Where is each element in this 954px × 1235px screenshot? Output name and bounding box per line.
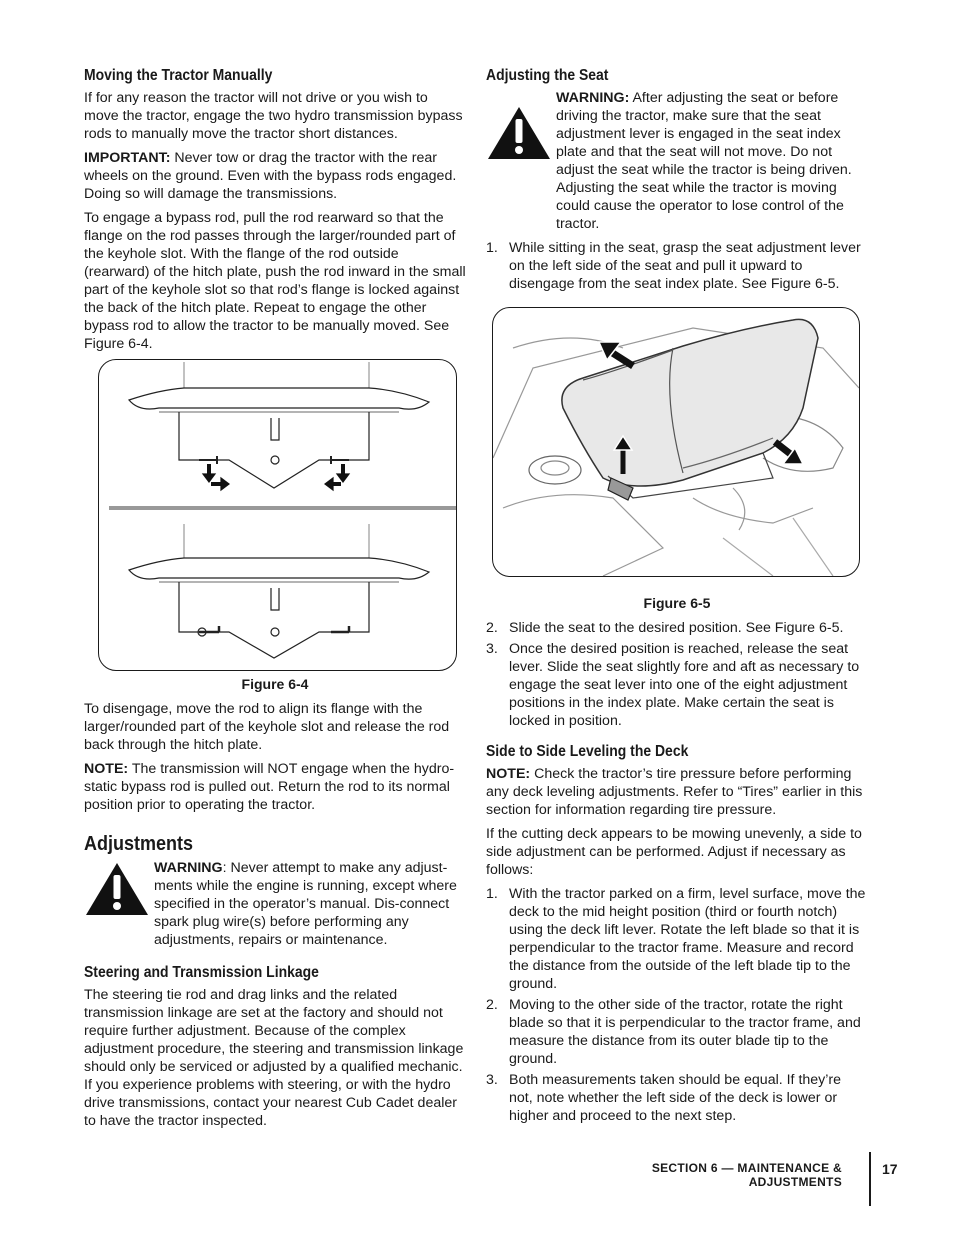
deck-paragraph: If the cutting deck appears to be mowing unevenly, a side to side adjustment can be performed. Adjust if necessary as follows:: [486, 826, 862, 878]
important-label: IMPORTANT:: [84, 150, 171, 166]
seat-warning-text: [556, 89, 868, 233]
page-number: 17: [882, 1161, 898, 1177]
deck-step-2-text: Moving to the other side of the tractor, rotate the right blade so that it is perpendicular to the tractor frame, and measure the distance from its outer blade tip to the ground.: [509, 997, 861, 1067]
disengage-paragraph: To disengage, move the rod to align its flange with the larger/rounded part of the keyhole slot and release the rod back through the hitch plate.: [84, 701, 450, 753]
deck-step-1-text: With the tractor parked on a firm, level surface, move the deck to the mid height position (third or fourth notch) using the deck lift lever. Rotate the left blade so that it is perpendicular to the tractor frame. Measure and record the distance from the outside of the left blade tip to the ground.: [509, 886, 866, 992]
seat-heading: Adjusting the Seat: [486, 67, 609, 84]
steering-paragraph: The steering tie rod and drag links and the related transmission linkage are set at the factory and should not require further adjustment. Because of the complex adjustment procedure, the steering and transmission linkage should only be serviced or adjusted by a qualified mechanic. If you experience problems with steering, or with the hydro drive transmissions, contact your nearest Cub Cadet dealer to have the tractor inspected.: [84, 987, 464, 1129]
warning-triangle-icon: [84, 861, 150, 922]
steering-heading: Steering and Transmission Linkage: [84, 964, 319, 981]
deck-note-label: NOTE:: [486, 766, 531, 782]
moving-heading: Moving the Tractor Manually: [84, 67, 273, 84]
seat-warning-body: After adjusting the seat or before driving the tractor, make sure that the seat adjustment lever is engaged in the seat index plate and that the seat will not move. Do not adjust the seat while the tractor is being driven. Adjusting the seat while the tractor is moving could cause the operator to lose control of the tractor.: [556, 90, 852, 232]
moving-paragraph-1: If for any reason the tractor will not drive or you wish to move the tractor, engage the two hydro transmission bypass rods to manually move the tractor short distances.: [84, 90, 463, 142]
figure-6-5: [492, 307, 860, 577]
deck-step-3-num: 3.: [486, 1072, 498, 1088]
figure-6-5-caption: Figure 6-5: [643, 595, 711, 611]
deck-note-text: Check the tractor’s tire pressure before performing any deck leveling adjustments. Refer to “Tires” earlier in this section for information regarding tire pressure.: [486, 766, 863, 818]
deck-heading: Side to Side Leveling the Deck: [486, 743, 689, 760]
deck-steps: [486, 885, 868, 1125]
moving-paragraph-2: To engage a bypass rod, pull the rod rearward so that the flange on the rod passes through the larger/rounded part of the keyhole slot. With the flange of the rod outside (rearward) of the hitch plate, push the rod inward in the small part of the keyhole slot so that rod’s flange is locked against the back of the hitch plate. Repeat to engage the other bypass rod to allow the tractor to be manually moved. See Figure 6-4.: [84, 210, 466, 352]
seat-adjustment-illustration: [493, 308, 859, 576]
deck-note-paragraph: [486, 765, 868, 819]
warning-triangle-icon: [486, 105, 552, 166]
seat-step-1: [486, 239, 868, 293]
figure-6-4-caption: Figure 6-4: [241, 676, 309, 692]
deck-step-2-num: 2.: [486, 997, 498, 1013]
seat-steps-2: [486, 619, 868, 730]
adjustments-warning: [84, 859, 466, 949]
note-label: NOTE:: [84, 761, 129, 777]
seat-step-2-text: Slide the seat to the desired position. See Figure 6-5.: [509, 620, 844, 636]
seat-step-1-text: While sitting in the seat, grasp the seat adjustment lever on the left side of the seat and pull it upward to disengage from the seat index plate. See Figure 6-5.: [509, 240, 861, 292]
seat-step-3: [486, 640, 868, 730]
adjustments-warning-body: : Never attempt to make any adjust-ments while the engine is running, except where specified in the operator’s manual. Dis-connect spark plug wire(s) before performing any adjustments, repairs or maintenance.: [154, 860, 457, 948]
seat-step-2: [486, 619, 868, 637]
bypass-rod-illustration: [99, 360, 456, 670]
footer-divider: [869, 1152, 871, 1206]
note-text: The transmission will NOT engage when the hydro-static bypass rod is pulled out. Return the rod to its normal position prior to operating the tractor.: [84, 761, 455, 813]
seat-step-1-num: 1.: [486, 240, 498, 256]
important-paragraph: [84, 149, 466, 203]
important-text: Never tow or drag the tractor with the rear wheels on the ground. Even with the bypass rods engaged. Doing so will damage the transmissions.: [84, 150, 457, 202]
figure-6-4: [98, 359, 457, 671]
deck-step-2: [486, 996, 868, 1068]
section-footer: SECTION 6 — MAINTENANCE & ADJUSTMENTS: [651, 1161, 842, 1189]
seat-steps-1: [486, 239, 868, 293]
seat-warning-label: WARNING:: [556, 90, 630, 106]
adjustments-warning-text: [154, 859, 466, 949]
deck-step-3-text: Both measurements taken should be equal. If they’re not, note whether the left side of the deck is lower or higher and proceed to the next step.: [509, 1072, 842, 1124]
deck-step-1-num: 1.: [486, 886, 498, 902]
seat-step-3-num: 3.: [486, 641, 498, 657]
adjustments-warning-label: WARNING: [154, 860, 223, 876]
note-paragraph: [84, 760, 466, 814]
seat-warning: [486, 89, 868, 233]
deck-step-3: [486, 1071, 868, 1125]
adjustments-heading: Adjustments: [84, 833, 194, 855]
right-column: [486, 66, 868, 1131]
seat-step-2-num: 2.: [486, 620, 498, 636]
seat-step-3-text: Once the desired position is reached, release the seat lever. Slide the seat slightly fore and aft as necessary to engage the seat lever into one of the eight adjustment positions in the index plate. Make certain the seat is locked in position.: [509, 641, 860, 729]
left-column: [84, 66, 466, 1136]
deck-step-1: [486, 885, 868, 993]
